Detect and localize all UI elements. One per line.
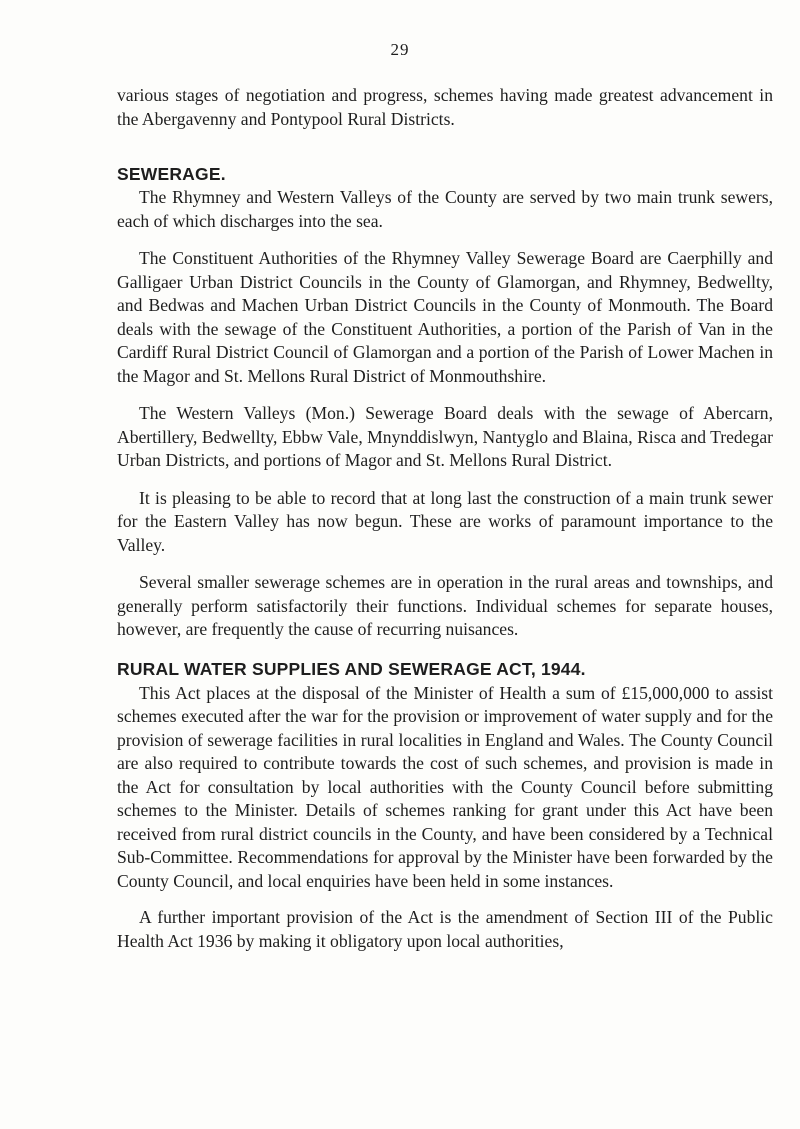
rural-water-section: [117, 659, 773, 954]
sewerage-section: [117, 164, 773, 642]
sewerage-paragraph-eastern-valley: It is pleasing to be able to record that at long last the construction of a main trunk sewer for the Eastern Valley has now begun. These are works of paramount importance to the Valley.: [117, 487, 773, 555]
sewerage-paragraph-trunk-sewers: The Rhymney and Western Valleys of the County are served by two main trunk sewers, each of which discharges into the sea.: [117, 187, 773, 231]
sewerage-paragraph-rhymney-board: The Constituent Authorities of the Rhymney Valley Sewerage Board are Caerphilly and Galligaer Urban District Councils in the County of Glamorgan, and Rhymney, Bedwellty, and Bedwas and Machen Urban District Councils in the County of Monmouth. The Board deals with the sewage of the Constituent Authorities, a portion of the Parish of Van in the Cardiff Rural District Council of Glamorgan and a portion of the Parish of Lower Machen in the Magor and St. Mellons Rural District of Monmouthshire.: [117, 248, 773, 386]
page-body: [117, 84, 773, 953]
rural-water-paragraph-act: This Act places at the disposal of the Minister of Health a sum of £15,000,000 to assist schemes executed after the war for the provision or improvement of water supply and for the provision of sewerage facilities in rural localities in England and Wales. The County Council are also required to contribute towards the cost of such schemes, and provision is made in the Act for consultation by local authorities with the County Council before submitting schemes to the Minister. Details of schemes ranking for grant under this Act have been received from rural district councils in the County, and have been considered by a Technical Sub-Committee. Recommendations for approval by the Minister have been forwarded by the County Council, and local enquiries have been held in some instances.: [117, 682, 773, 891]
intro-paragraph: various stages of negotiation and progress, schemes having made greatest advancement in the Abergavenny and Pontypool Rural Districts.: [117, 85, 773, 129]
rural-water-heading: RURAL WATER SUPPLIES AND SEWERAGE ACT, 1944.: [117, 658, 586, 679]
sewerage-paragraph-smaller-schemes: Several smaller sewerage schemes are in operation in the rural areas and townships, and generally perform satisfactorily their functions. Individual schemes for separate houses, however, are frequently the cause of recurring nuisances.: [117, 572, 773, 639]
rural-water-paragraph-amendment: A further important provision of the Act is the amendment of Section III of the Public Health Act 1936 by making it obligatory upon local authorities,: [117, 907, 773, 951]
sewerage-heading: SEWERAGE.: [117, 164, 226, 184]
sewerage-paragraph-western-valleys-board: The Western Valleys (Mon.) Sewerage Board deals with the sewage of Abercarn, Abertillery, Bedwellty, Ebbw Vale, Mnynddislwyn, Nantyglo and Blaina, Risca and Tredegar Urban Districts, and portions of Magor and St. Mellons Rural District.: [117, 403, 773, 470]
page-number: 29: [390, 40, 410, 59]
